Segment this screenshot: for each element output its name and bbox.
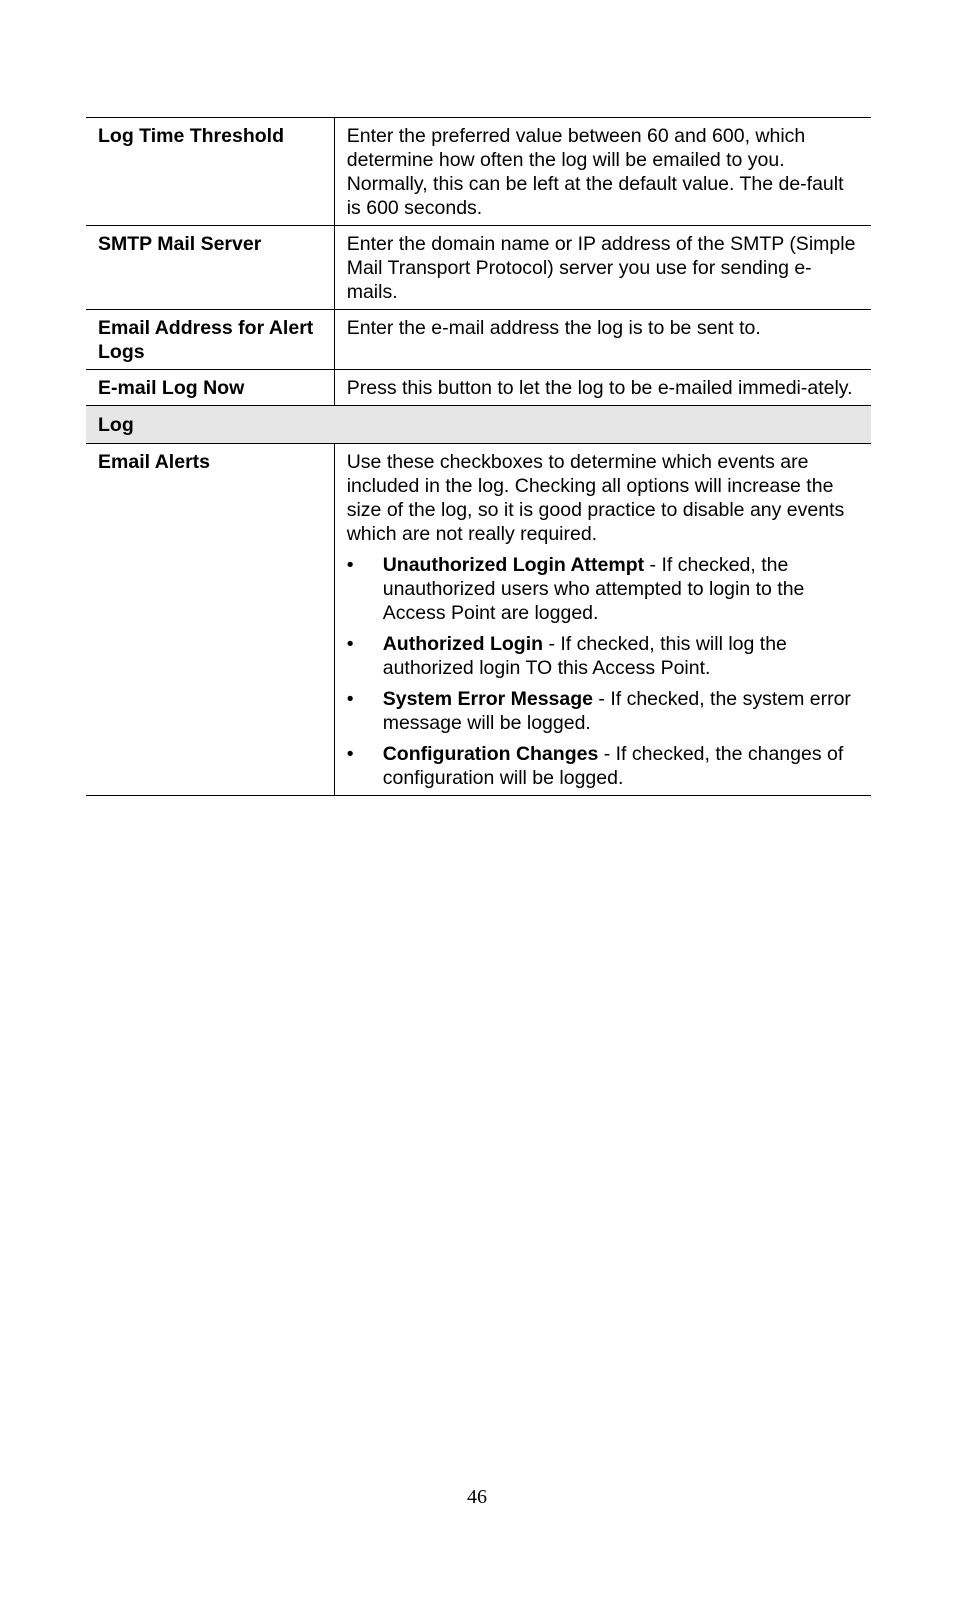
settings-table bbox=[86, 117, 871, 796]
table-row bbox=[86, 444, 871, 796]
option-text: - If checked, this will log the authorized login TO this Access Point. bbox=[382, 633, 787, 679]
setting-term: SMTP Mail Server bbox=[86, 226, 334, 310]
setting-description: Enter the e-mail address the log is to be sent to. bbox=[334, 310, 871, 370]
bullet-icon: • bbox=[346, 633, 354, 655]
bullet-icon: • bbox=[346, 743, 354, 765]
option-text: - If checked, the changes of configuration will be logged. bbox=[382, 743, 844, 789]
alert-options-list bbox=[347, 553, 859, 790]
option-name: System Error Message bbox=[382, 688, 593, 710]
list-item bbox=[347, 742, 859, 790]
option-text: - If checked, the system error message will be logged. bbox=[382, 688, 851, 734]
setting-description bbox=[334, 444, 871, 796]
table-row bbox=[86, 310, 871, 370]
setting-description: Press this button to let the log to be e-mailed immedi-ately. bbox=[334, 370, 871, 406]
setting-term: Email Address for Alert Logs bbox=[86, 310, 334, 370]
table-row bbox=[86, 226, 871, 310]
section-title: Log bbox=[86, 406, 871, 444]
section-header-row bbox=[86, 406, 871, 444]
list-item bbox=[347, 632, 859, 680]
list-item bbox=[347, 687, 859, 735]
option-text: - If checked, the unauthorized users who attempted to login to the Access Point are logged. bbox=[382, 554, 805, 624]
setting-term: Log Time Threshold bbox=[86, 118, 334, 226]
bullet-icon: • bbox=[346, 688, 354, 710]
email-alerts-intro: Use these checkboxes to determine which events are included in the log. Checking all options will increase the size of the log, so it is good practice to disable any events which are not really required. bbox=[346, 451, 845, 545]
option-name: Configuration Changes bbox=[382, 743, 599, 765]
setting-term: E-mail Log Now bbox=[86, 370, 334, 406]
table-row bbox=[86, 370, 871, 406]
bullet-icon: • bbox=[346, 554, 354, 576]
list-item bbox=[347, 553, 859, 625]
table-row bbox=[86, 118, 871, 226]
setting-description: Enter the preferred value between 60 and 600, which determine how often the log will be emailed to you. Normally, this can be left at the default value. The de-fault is 600 seconds. bbox=[334, 118, 871, 226]
option-name: Authorized Login bbox=[382, 633, 544, 655]
setting-term: Email Alerts bbox=[86, 444, 334, 796]
option-name: Unauthorized Login Attempt bbox=[382, 554, 645, 576]
setting-description: Enter the domain name or IP address of the SMTP (Simple Mail Transport Protocol) server you use for sending e-mails. bbox=[334, 226, 871, 310]
page-number: 46 bbox=[467, 1486, 487, 1508]
